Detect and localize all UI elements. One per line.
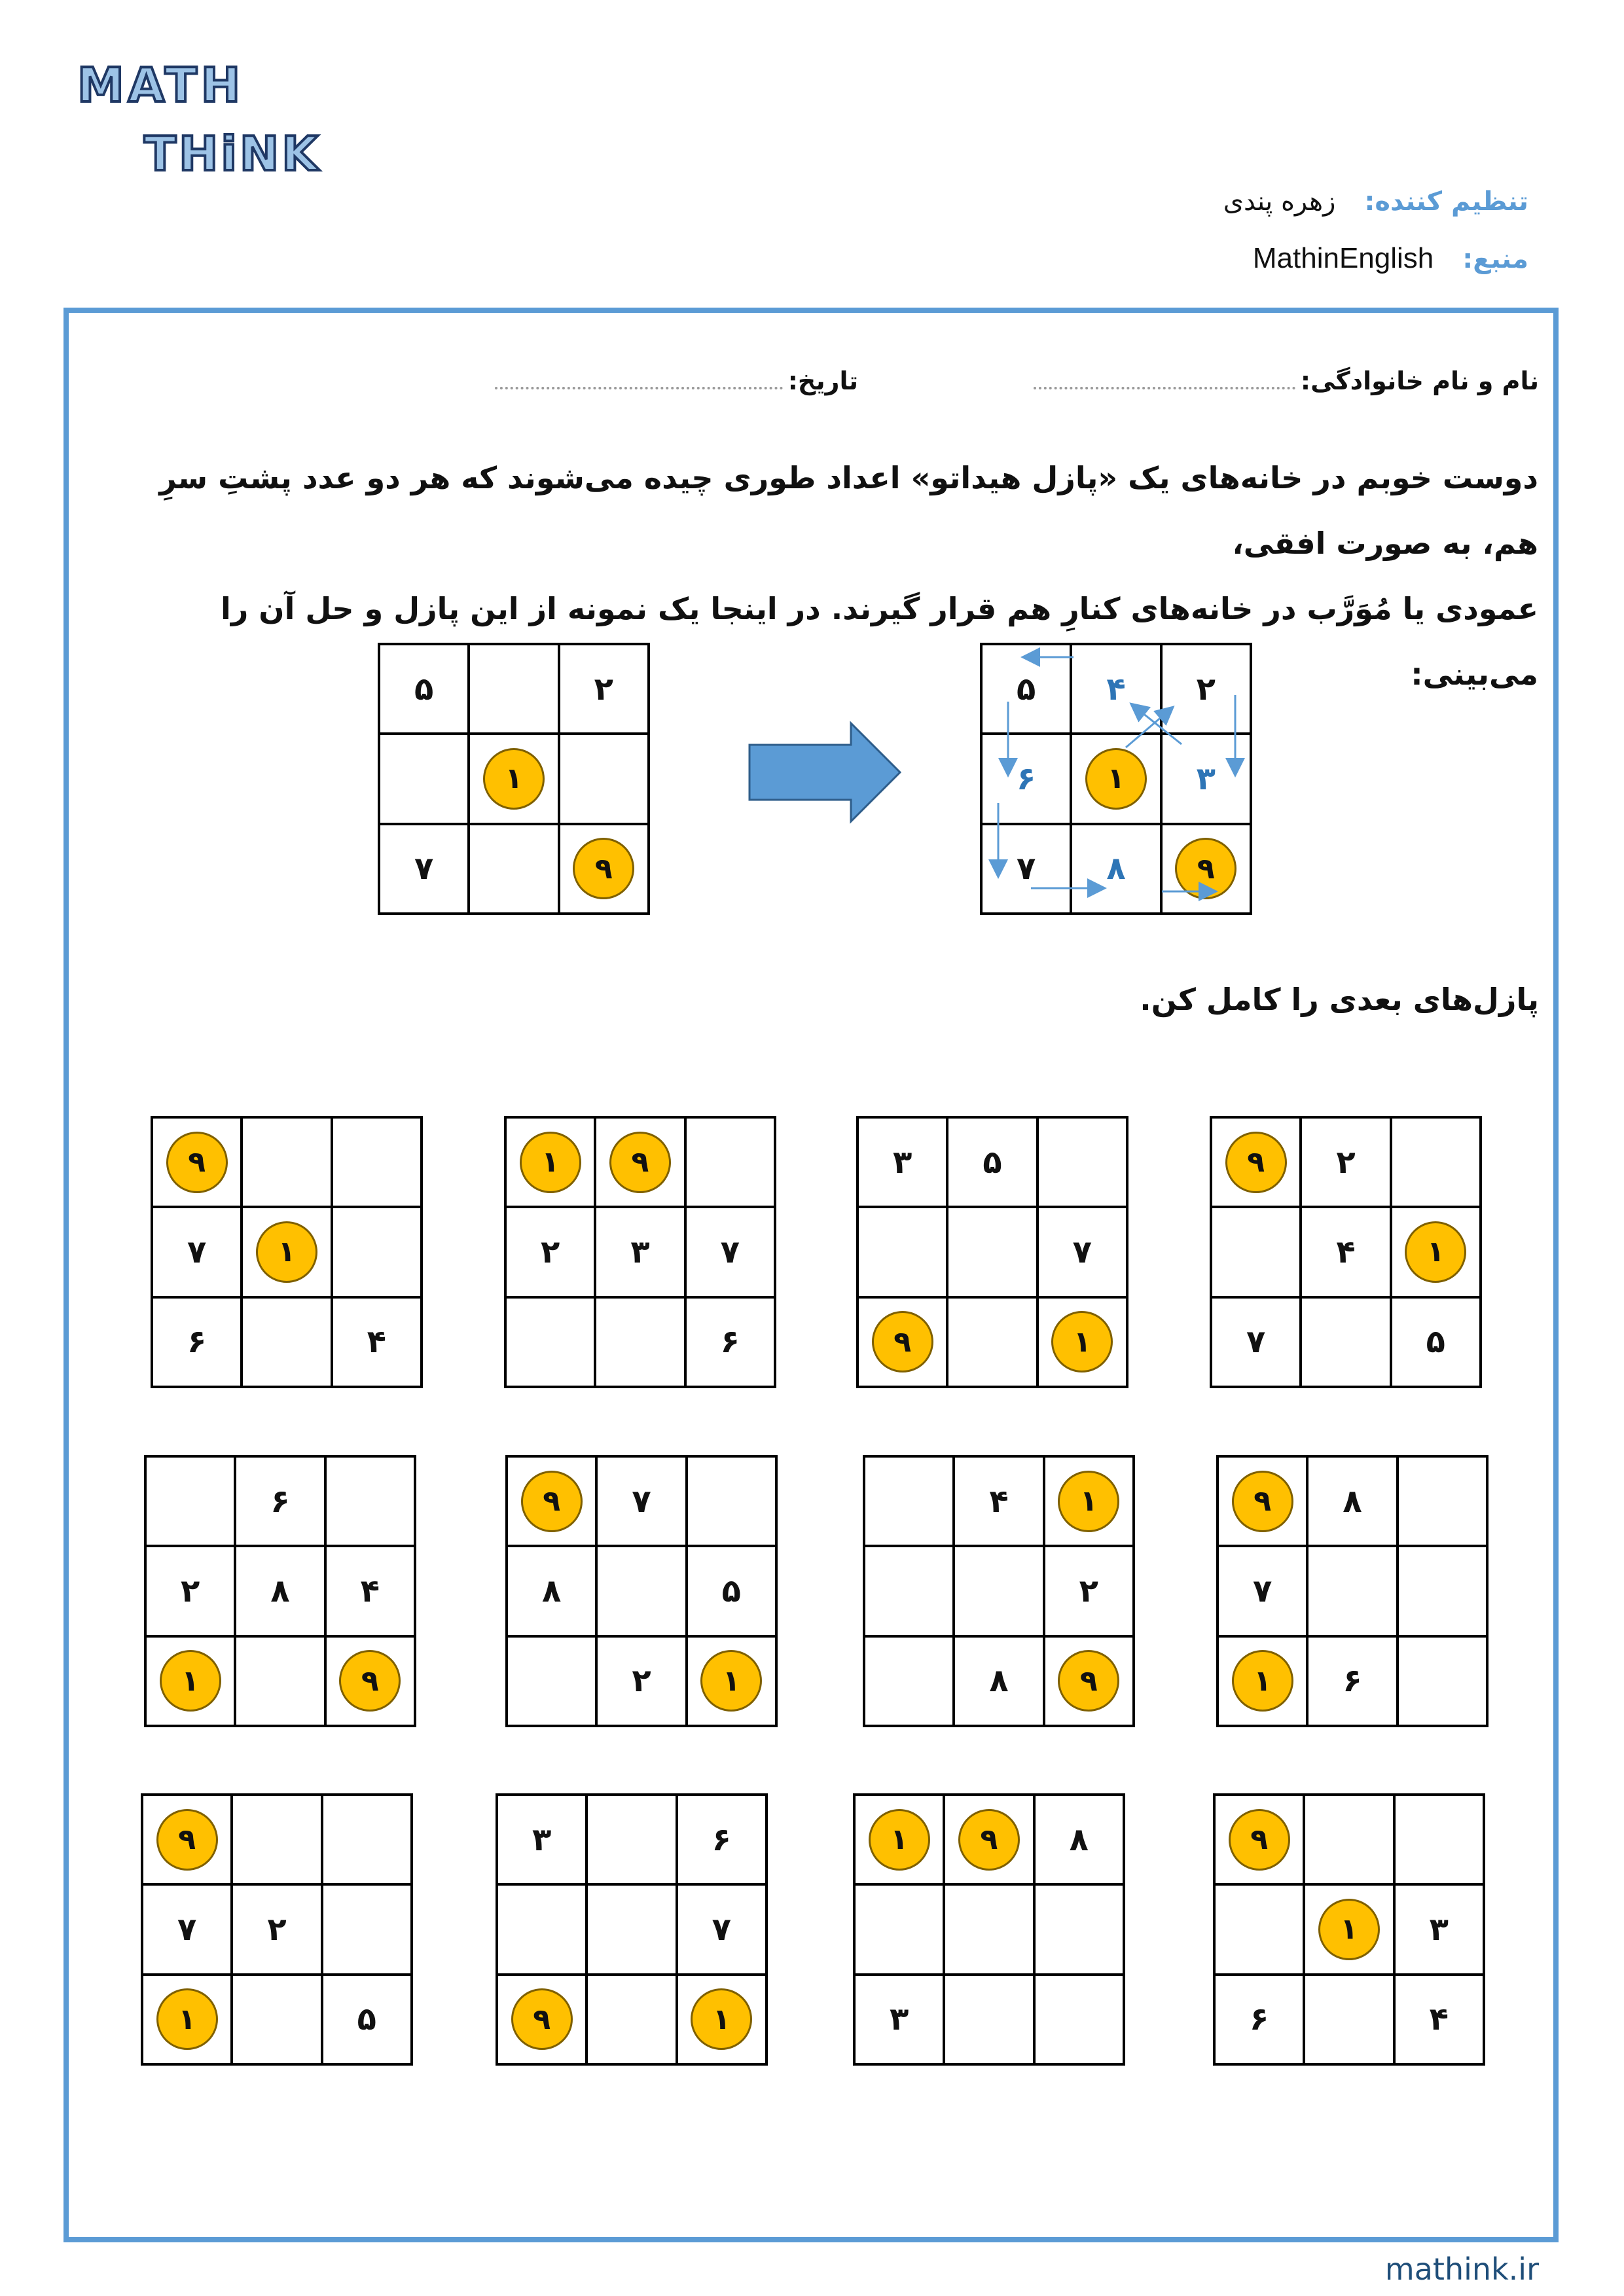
puzzle-cell[interactable] — [1305, 1976, 1392, 2063]
puzzle-cell[interactable] — [945, 1796, 1032, 1883]
puzzle-cell[interactable] — [948, 1299, 1036, 1386]
puzzle-cell[interactable]: ۶ — [678, 1796, 765, 1883]
puzzle-cell[interactable] — [1399, 1638, 1486, 1725]
puzzle-grid — [144, 1455, 416, 1727]
puzzle-cell[interactable]: ۴ — [955, 1458, 1042, 1545]
footer-url[interactable]: mathink.ir — [1384, 2251, 1539, 2287]
svg-text:MATH: MATH — [77, 58, 245, 113]
example-puzzle-cell[interactable] — [560, 735, 647, 822]
puzzle-cell[interactable] — [507, 1299, 594, 1386]
instructions-line-2: عمودی یا مُوَرَّب در خانه‌های کنارِ هم قرار گیرند. در اینجا یک نمونه از این پازل و حل آن را می‌بینی: — [221, 591, 1538, 692]
puzzle-cell[interactable] — [948, 1208, 1036, 1295]
example-solution-cell[interactable] — [1163, 825, 1250, 912]
puzzle-cell[interactable] — [1036, 1976, 1123, 2063]
puzzle-cell[interactable]: ۵ — [323, 1976, 410, 2063]
puzzle-cell[interactable]: ۷ — [1219, 1547, 1306, 1634]
circled-number: ۱ — [691, 1988, 752, 2050]
puzzle-cell[interactable] — [1216, 1796, 1303, 1883]
puzzle-cell[interactable]: ۶ — [1216, 1976, 1303, 2063]
puzzle-cell[interactable] — [865, 1547, 952, 1634]
svg-text:THiNK: THiNK — [144, 126, 321, 181]
puzzle-cell[interactable]: ۷ — [153, 1208, 240, 1295]
puzzle-cell[interactable] — [856, 1886, 943, 1973]
circled-number: ۱ — [520, 1132, 581, 1193]
example-solution-grid — [980, 643, 1252, 915]
circled-number: ۹ — [958, 1809, 1020, 1871]
puzzle-grid — [1213, 1793, 1485, 2066]
puzzle-cell[interactable]: ۳ — [856, 1976, 943, 2063]
name-label: نام و نام خانوادگی: — [1300, 367, 1539, 395]
example-puzzle-cell[interactable] — [380, 735, 467, 822]
puzzle-cell[interactable] — [678, 1976, 765, 2063]
circled-number: ۱ — [1085, 748, 1147, 810]
puzzle-cell[interactable]: ۶ — [1308, 1638, 1396, 1725]
puzzle-cell[interactable] — [243, 1119, 330, 1206]
puzzle-cell[interactable]: ۷ — [1212, 1299, 1299, 1386]
circled-number: ۹ — [339, 1650, 401, 1712]
circled-number: ۹ — [1058, 1650, 1119, 1712]
puzzle-cell[interactable] — [688, 1638, 775, 1725]
puzzle-cell[interactable] — [596, 1299, 683, 1386]
puzzle-cell[interactable] — [333, 1119, 420, 1206]
puzzle-cell[interactable] — [1302, 1299, 1389, 1386]
puzzle-cell[interactable] — [327, 1458, 414, 1545]
author-row — [1223, 187, 1528, 217]
circled-number: ۹ — [1229, 1809, 1290, 1871]
puzzle-cell[interactable] — [598, 1547, 685, 1634]
puzzle-grid — [853, 1793, 1125, 2066]
puzzle-cell[interactable]: ۳ — [596, 1208, 683, 1295]
puzzle-cell[interactable] — [865, 1458, 952, 1545]
puzzle-cell[interactable] — [1039, 1119, 1126, 1206]
example-solution-cell[interactable] — [1072, 735, 1159, 822]
puzzle-cell[interactable]: ۸ — [1308, 1458, 1396, 1545]
puzzle-cell[interactable]: ۴ — [327, 1547, 414, 1634]
puzzle-cell[interactable]: ۲ — [1045, 1547, 1132, 1634]
example-puzzle-cell[interactable] — [560, 825, 647, 912]
date-line[interactable] — [495, 382, 783, 389]
puzzle-cell[interactable]: ۲ — [598, 1638, 685, 1725]
puzzle-cell[interactable] — [588, 1886, 675, 1973]
puzzle-cell[interactable]: ۷ — [687, 1208, 774, 1295]
name-field[interactable] — [1034, 367, 1539, 395]
puzzle-cell[interactable] — [865, 1638, 952, 1725]
puzzle-grid — [496, 1793, 768, 2066]
mathink-logo — [72, 52, 347, 190]
circled-number: ۱ — [1051, 1311, 1113, 1372]
circled-number: ۱ — [1232, 1650, 1293, 1712]
puzzle-cell[interactable] — [1036, 1886, 1123, 1973]
puzzle-cell[interactable]: ۲ — [233, 1886, 320, 1973]
circled-number: ۱ — [1058, 1471, 1119, 1532]
puzzle-cell[interactable] — [243, 1299, 330, 1386]
circled-number: ۹ — [1225, 1132, 1287, 1193]
instructions — [98, 445, 1538, 707]
instructions-line-1: دوست خوبم در خانه‌های یک «پازل هیداتو» اعداد طوری چیده می‌شوند که هر دو عدد پشتِ سرِ هم، به صورت افقی، — [159, 460, 1538, 561]
puzzle-cell[interactable] — [1305, 1886, 1392, 1973]
source-row — [1253, 242, 1528, 275]
source-value: MathinEnglish — [1252, 242, 1434, 274]
puzzle-cell[interactable]: ۷ — [1039, 1208, 1126, 1295]
example-puzzle-grid — [378, 643, 650, 915]
puzzle-cell[interactable] — [1039, 1299, 1126, 1386]
example-puzzle-cell[interactable] — [470, 645, 557, 732]
puzzle-cell[interactable]: ۴ — [333, 1299, 420, 1386]
puzzle-cell[interactable] — [143, 1976, 230, 2063]
circled-number: ۱ — [256, 1221, 317, 1283]
circled-number: ۹ — [511, 1988, 573, 2050]
puzzle-cell[interactable] — [1212, 1208, 1299, 1295]
puzzle-cell[interactable] — [687, 1119, 774, 1206]
example-puzzle-cell[interactable]: ۷ — [380, 825, 467, 912]
example-puzzle-cell[interactable]: ۵ — [380, 645, 467, 732]
puzzle-cell[interactable] — [955, 1547, 1042, 1634]
puzzle-cell[interactable] — [1212, 1119, 1299, 1206]
puzzle-cell[interactable] — [498, 1976, 585, 2063]
circled-number: ۱ — [869, 1809, 930, 1871]
puzzle-cell[interactable]: ۸ — [1036, 1796, 1123, 1883]
circled-number: ۹ — [521, 1471, 583, 1532]
puzzle-cell[interactable] — [945, 1886, 1032, 1973]
puzzle-cell[interactable] — [1216, 1886, 1303, 1973]
puzzle-cell[interactable] — [1219, 1458, 1306, 1545]
example-puzzle-cell[interactable]: ۲ — [560, 645, 647, 732]
puzzle-cell[interactable]: ۲ — [147, 1547, 234, 1634]
puzzle-cell[interactable]: ۵ — [688, 1547, 775, 1634]
puzzle-cell[interactable] — [688, 1458, 775, 1545]
date-label: تاریخ: — [787, 367, 858, 395]
example-solution-cell[interactable]: ۸ — [1072, 825, 1159, 912]
puzzle-cell[interactable] — [588, 1796, 675, 1883]
circled-number: ۱ — [160, 1650, 221, 1712]
right-arrow-icon — [746, 720, 903, 825]
puzzle-cell[interactable]: ۴ — [1396, 1976, 1483, 2063]
puzzle-cell[interactable] — [596, 1119, 683, 1206]
puzzle-cell[interactable] — [859, 1299, 946, 1386]
puzzle-cell[interactable]: ۵ — [948, 1119, 1036, 1206]
puzzle-grid — [1210, 1116, 1482, 1388]
puzzle-cell[interactable] — [327, 1638, 414, 1725]
puzzle-cell[interactable]: ۷ — [598, 1458, 685, 1545]
example-solution-cell[interactable]: ۷ — [983, 825, 1070, 912]
example-puzzle-cell[interactable] — [470, 735, 557, 822]
puzzle-cell[interactable]: ۷ — [678, 1886, 765, 1973]
puzzle-cell[interactable]: ۷ — [143, 1886, 230, 1973]
puzzle-cell[interactable] — [233, 1976, 320, 2063]
puzzle-grid — [505, 1455, 778, 1727]
puzzle-cell[interactable] — [1399, 1547, 1486, 1634]
puzzle-cell[interactable]: ۳ — [1396, 1886, 1483, 1973]
puzzle-cell[interactable] — [1045, 1458, 1132, 1545]
puzzle-cell[interactable] — [243, 1208, 330, 1295]
date-field[interactable] — [495, 367, 858, 395]
exercise-heading: پازل‌های بعدی را کامل کن. — [1140, 982, 1539, 1017]
author-label: تنظیم کننده: — [1364, 187, 1528, 217]
puzzle-grid — [863, 1455, 1135, 1727]
puzzle-cell[interactable] — [323, 1886, 410, 1973]
circled-number: ۱ — [483, 748, 545, 810]
circled-number: ۹ — [573, 838, 634, 899]
circled-number: ۹ — [166, 1132, 228, 1193]
example-puzzle-cell[interactable] — [470, 825, 557, 912]
puzzle-cell[interactable] — [1305, 1796, 1392, 1883]
puzzle-cell[interactable] — [1392, 1119, 1479, 1206]
puzzle-cell[interactable] — [856, 1796, 943, 1883]
puzzle-cell[interactable]: ۵ — [1392, 1299, 1479, 1386]
puzzle-cell[interactable]: ۴ — [1302, 1208, 1389, 1295]
circled-number: ۹ — [609, 1132, 671, 1193]
circled-number: ۱ — [1405, 1221, 1466, 1283]
puzzle-cell[interactable]: ۲ — [1302, 1119, 1389, 1206]
puzzle-cell[interactable] — [859, 1208, 946, 1295]
puzzle-cell[interactable] — [236, 1638, 323, 1725]
puzzle-cell[interactable]: ۳ — [498, 1796, 585, 1883]
puzzle-cell[interactable]: ۶ — [153, 1299, 240, 1386]
puzzle-cell[interactable] — [1399, 1458, 1486, 1545]
puzzle-cell[interactable]: ۶ — [687, 1299, 774, 1386]
example-solution-cell[interactable]: ۲ — [1163, 645, 1250, 732]
puzzle-grid — [1216, 1455, 1489, 1727]
puzzle-cell[interactable]: ۲ — [507, 1208, 594, 1295]
circled-number: ۹ — [872, 1311, 933, 1372]
example-solution-cell[interactable]: ۵ — [983, 645, 1070, 732]
puzzle-cell[interactable]: ۸ — [955, 1638, 1042, 1725]
puzzle-cell[interactable] — [147, 1638, 234, 1725]
example-solution-cell[interactable]: ۳ — [1163, 735, 1250, 822]
circled-number: ۹ — [1232, 1471, 1293, 1532]
puzzle-grid — [151, 1116, 423, 1388]
puzzle-grid — [856, 1116, 1128, 1388]
circled-number: ۱ — [700, 1650, 762, 1712]
puzzle-cell[interactable] — [498, 1886, 585, 1973]
circled-number: ۹ — [1175, 838, 1236, 899]
puzzle-cell[interactable] — [1219, 1638, 1306, 1725]
puzzle-cell[interactable] — [945, 1976, 1032, 2063]
puzzle-cell[interactable] — [1308, 1547, 1396, 1634]
author-value: زهره پندی — [1223, 187, 1336, 217]
puzzle-grid — [141, 1793, 413, 2066]
name-line[interactable] — [1034, 382, 1295, 389]
puzzle-cell[interactable] — [233, 1796, 320, 1883]
puzzle-cell[interactable] — [333, 1208, 420, 1295]
puzzle-cell[interactable] — [508, 1638, 595, 1725]
puzzle-cell[interactable] — [1392, 1208, 1479, 1295]
puzzle-cell[interactable] — [1045, 1638, 1132, 1725]
puzzle-cell[interactable]: ۸ — [236, 1547, 323, 1634]
puzzle-cell[interactable] — [323, 1796, 410, 1883]
puzzle-cell[interactable]: ۶ — [236, 1458, 323, 1545]
source-label: منبع: — [1462, 244, 1528, 274]
circled-number: ۱ — [156, 1988, 218, 2050]
puzzle-cell[interactable] — [147, 1458, 234, 1545]
puzzle-cell[interactable] — [143, 1796, 230, 1883]
puzzle-cell[interactable] — [508, 1458, 595, 1545]
puzzle-cell[interactable]: ۸ — [508, 1547, 595, 1634]
example-solution-cell[interactable]: ۶ — [983, 735, 1070, 822]
puzzle-grid — [504, 1116, 776, 1388]
puzzle-cell[interactable] — [1396, 1796, 1483, 1883]
puzzle-cell[interactable] — [507, 1119, 594, 1206]
example-solution-cell[interactable]: ۴ — [1072, 645, 1159, 732]
puzzle-cell[interactable]: ۳ — [859, 1119, 946, 1206]
puzzle-cell[interactable] — [588, 1976, 675, 2063]
circled-number: ۹ — [156, 1809, 218, 1871]
puzzle-cell[interactable] — [153, 1119, 240, 1206]
circled-number: ۱ — [1318, 1899, 1380, 1960]
